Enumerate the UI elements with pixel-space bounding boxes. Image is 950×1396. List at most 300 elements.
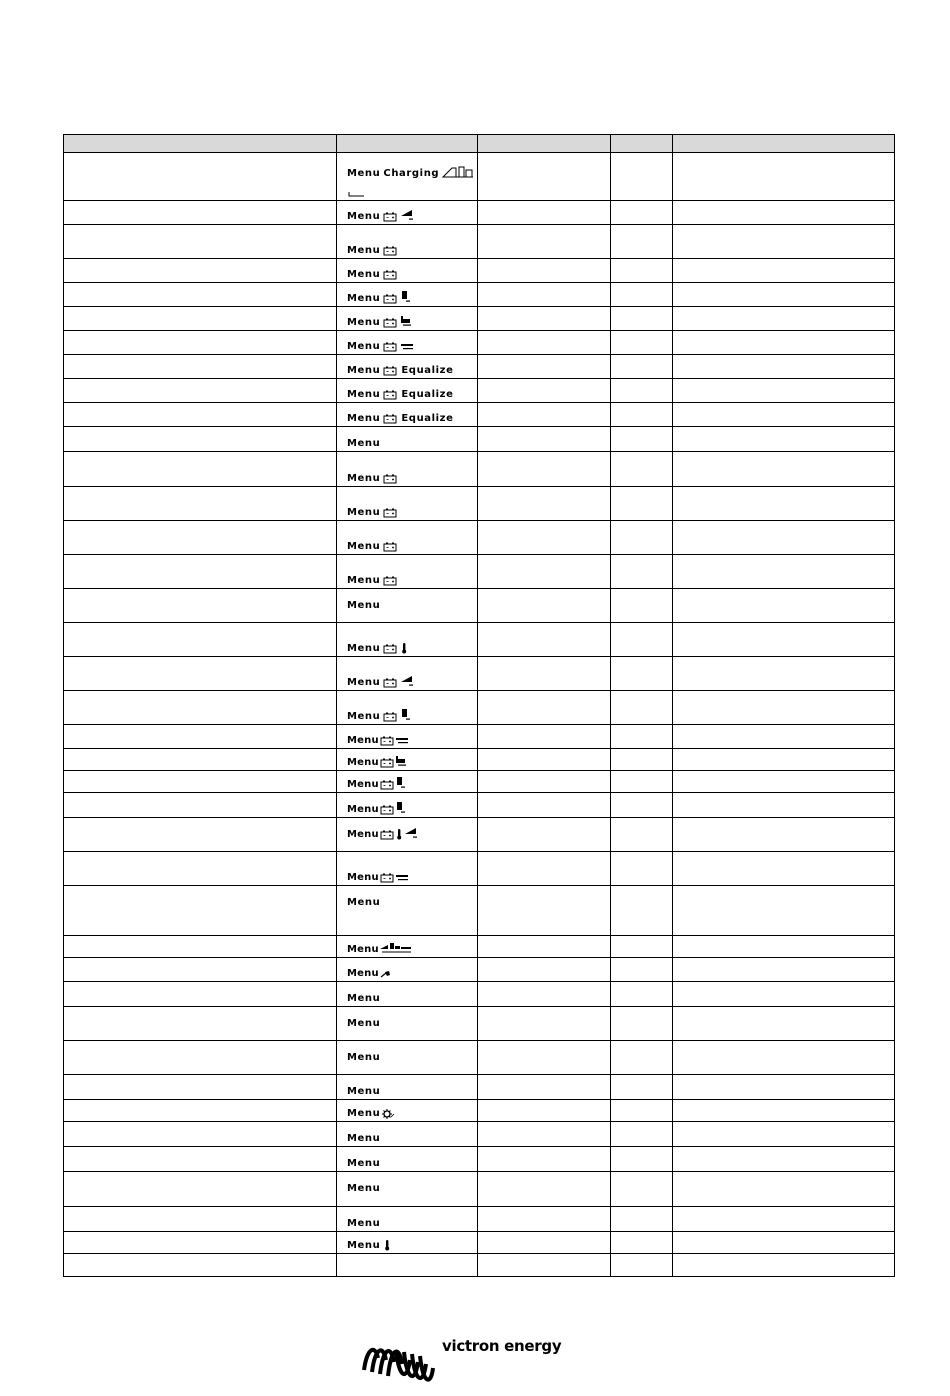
table-cell <box>673 452 895 487</box>
equalize-label: Equalize <box>401 365 454 376</box>
table-cell <box>478 1007 611 1041</box>
bulk-stage-icon <box>400 674 414 688</box>
menu-path-cell <box>337 1207 478 1232</box>
table-cell <box>611 153 673 201</box>
table-cell <box>478 771 611 793</box>
table-cell <box>611 403 673 427</box>
table-cell <box>478 936 611 958</box>
table-cell <box>478 793 611 818</box>
storage-stage-icon <box>395 869 409 883</box>
menu-path-cell <box>337 1041 478 1075</box>
table-cell <box>673 793 895 818</box>
table-row <box>64 1041 895 1075</box>
battery-icon <box>380 758 394 768</box>
table-cell <box>478 818 611 852</box>
table-row <box>64 225 895 259</box>
menu-label: Menu <box>347 993 381 1004</box>
battery-icon <box>380 780 394 790</box>
table-cell <box>673 1232 895 1254</box>
table-cell <box>673 725 895 749</box>
table-cell <box>611 521 673 555</box>
charge-curve-icon <box>442 165 474 179</box>
battery-icon <box>380 873 394 883</box>
table-cell <box>611 958 673 982</box>
table-cell <box>673 982 895 1007</box>
table-cell <box>64 1007 337 1041</box>
table-cell <box>64 521 337 555</box>
battery-icon <box>383 542 397 552</box>
table-cell <box>611 331 673 355</box>
table-cell <box>478 355 611 379</box>
menu-label: Menu <box>347 389 381 400</box>
table-cell <box>611 886 673 936</box>
table-cell <box>673 201 895 225</box>
table-cell <box>673 623 895 657</box>
menu-path-cell <box>337 379 478 403</box>
menu-label: Menu <box>347 211 381 222</box>
table-cell <box>478 1147 611 1172</box>
table-cell <box>611 725 673 749</box>
table-cell <box>478 749 611 771</box>
menu-path-cell <box>337 657 478 691</box>
table-row <box>64 1147 895 1172</box>
table-cell <box>673 1100 895 1122</box>
table-cell <box>64 427 337 452</box>
table-cell <box>673 852 895 886</box>
menu-path-cell <box>337 403 478 427</box>
menu-label: Menu <box>347 872 379 883</box>
table-cell <box>478 331 611 355</box>
table-cell <box>611 1172 673 1207</box>
table-row <box>64 749 895 771</box>
table-cell <box>673 355 895 379</box>
table-cell <box>673 1075 895 1100</box>
table-cell <box>611 201 673 225</box>
gear-icon <box>381 1107 395 1119</box>
table-cell <box>673 958 895 982</box>
menu-label: Menu <box>347 269 381 280</box>
table-cell <box>64 852 337 886</box>
table-cell <box>673 1041 895 1075</box>
table-cell <box>64 1172 337 1207</box>
battery-icon <box>383 678 397 688</box>
menu-path-cell <box>337 749 478 771</box>
table-cell <box>478 487 611 521</box>
table-cell <box>478 283 611 307</box>
table-row <box>64 725 895 749</box>
table-cell <box>478 958 611 982</box>
menu-path-cell <box>337 623 478 657</box>
battery-icon <box>383 508 397 518</box>
table-cell <box>611 427 673 452</box>
menu-path-cell <box>337 521 478 555</box>
table-cell <box>478 589 611 623</box>
table-cell <box>611 487 673 521</box>
table-cell <box>64 555 337 589</box>
table-row <box>64 487 895 521</box>
table-cell <box>611 1232 673 1254</box>
table-row <box>64 982 895 1007</box>
menu-label: Menu <box>347 677 381 688</box>
table-cell <box>673 555 895 589</box>
table-cell <box>611 452 673 487</box>
table-cell <box>611 589 673 623</box>
menu-path-cell <box>337 725 478 749</box>
table-cell <box>64 958 337 982</box>
table-row <box>64 379 895 403</box>
menu-path-cell <box>337 355 478 379</box>
table-cell <box>478 982 611 1007</box>
table-cell <box>673 749 895 771</box>
table-cell <box>611 982 673 1007</box>
table-row <box>64 793 895 818</box>
menu-path-cell <box>337 1100 478 1122</box>
menu-label: Menu <box>347 541 381 552</box>
battery-icon <box>383 212 397 222</box>
menu-label: Menu <box>347 897 381 908</box>
table-row <box>64 1232 895 1254</box>
table-row <box>64 521 895 555</box>
table-cell <box>64 1041 337 1075</box>
table-cell <box>64 657 337 691</box>
storage-stage-icon <box>400 338 414 352</box>
table-cell <box>673 403 895 427</box>
table-cell <box>478 1075 611 1100</box>
table-cell <box>673 427 895 452</box>
table-cell <box>611 1122 673 1147</box>
table-cell <box>673 657 895 691</box>
table-cell <box>611 225 673 259</box>
battery-icon <box>383 474 397 484</box>
menu-path-cell <box>337 225 478 259</box>
table-row <box>64 852 895 886</box>
menu-label: Menu <box>347 1018 381 1029</box>
table-cell <box>673 283 895 307</box>
table-cell <box>611 1100 673 1122</box>
table-cell <box>478 1172 611 1207</box>
table-cell <box>64 1122 337 1147</box>
table-cell <box>64 379 337 403</box>
battery-icon <box>383 644 397 654</box>
table-cell <box>64 225 337 259</box>
table-cell <box>611 1007 673 1041</box>
table-cell <box>478 657 611 691</box>
table-row <box>64 691 895 725</box>
table-cell <box>478 886 611 936</box>
header-cell-4 <box>611 135 673 153</box>
menu-path-cell <box>337 452 478 487</box>
table-cell <box>673 1122 895 1147</box>
table-cell <box>611 259 673 283</box>
battery-icon <box>383 712 397 722</box>
menu-label: Menu <box>347 757 379 768</box>
menu-label: Menu <box>347 1240 381 1251</box>
table-row <box>64 886 895 936</box>
table-cell <box>64 283 337 307</box>
table-cell <box>64 1207 337 1232</box>
absorption-stage-icon <box>400 290 410 304</box>
header-cell-5 <box>673 135 895 153</box>
menu-label: Menu <box>347 1052 381 1063</box>
menu-label: Menu <box>347 438 381 449</box>
table-cell <box>64 1100 337 1122</box>
table-cell <box>478 259 611 283</box>
menu-path-cell <box>337 852 478 886</box>
table-row <box>64 331 895 355</box>
table-cell <box>478 623 611 657</box>
menu-label: Menu <box>347 1218 381 1229</box>
menu-path-cell <box>337 886 478 936</box>
menu-path-cell <box>337 1075 478 1100</box>
table-cell <box>673 521 895 555</box>
battery-icon <box>383 342 397 352</box>
plug-icon <box>380 969 392 979</box>
table-cell <box>673 259 895 283</box>
menu-label: Menu <box>347 1086 381 1097</box>
table-cell <box>673 1172 895 1207</box>
table-cell <box>64 259 337 283</box>
settings-table <box>63 134 895 1277</box>
table-cell <box>64 153 337 201</box>
table-cell <box>611 1147 673 1172</box>
table-cell <box>64 403 337 427</box>
table-cell <box>478 852 611 886</box>
menu-label: Menu <box>347 168 381 179</box>
table-cell <box>64 771 337 793</box>
table-cell <box>64 355 337 379</box>
table-cell <box>478 452 611 487</box>
table-cell <box>64 307 337 331</box>
thermometer-icon <box>383 1239 391 1251</box>
menu-path-cell <box>337 818 478 852</box>
menu-path-cell <box>337 936 478 958</box>
battery-icon <box>383 246 397 256</box>
table-cell <box>64 1075 337 1100</box>
table-row <box>64 818 895 852</box>
equalize-label: Equalize <box>401 413 454 424</box>
table-cell <box>611 691 673 725</box>
table-cell <box>64 589 337 623</box>
table-cell <box>64 936 337 958</box>
menu-label: Menu <box>347 507 381 518</box>
table-cell <box>478 1041 611 1075</box>
menu-path-cell <box>337 982 478 1007</box>
menu-label: Menu <box>347 735 379 746</box>
table-cell <box>673 487 895 521</box>
menu-path-cell <box>337 691 478 725</box>
menu-path-cell <box>337 259 478 283</box>
menu-label: Menu <box>347 473 381 484</box>
menu-label: Menu <box>347 575 381 586</box>
table-cell <box>64 1147 337 1172</box>
table-row <box>64 1207 895 1232</box>
menu-label: Menu <box>347 1158 381 1169</box>
battery-icon <box>383 366 397 376</box>
battery-icon <box>383 576 397 586</box>
menu-label: Menu <box>347 413 381 424</box>
table-cell <box>64 793 337 818</box>
table-cell <box>64 452 337 487</box>
table-cell <box>611 793 673 818</box>
menu-label: Menu <box>347 600 381 611</box>
table-cell <box>478 201 611 225</box>
table-cell <box>478 1254 611 1277</box>
battery-icon <box>383 318 397 328</box>
battery-icon <box>383 414 397 424</box>
menu-path-cell <box>337 555 478 589</box>
table-cell <box>478 1207 611 1232</box>
menu-label: Menu <box>347 711 381 722</box>
table-row <box>64 1254 895 1277</box>
table-cell <box>673 589 895 623</box>
table-cell <box>611 623 673 657</box>
charge-stages-icon <box>380 941 412 955</box>
table-cell <box>478 1232 611 1254</box>
table-cell <box>478 725 611 749</box>
absorption-stage-icon <box>395 776 405 790</box>
table-cell <box>611 1207 673 1232</box>
table-cell <box>64 331 337 355</box>
table-row <box>64 259 895 283</box>
menu-label: Menu <box>347 804 379 815</box>
float-stage-icon <box>400 314 412 328</box>
table-row <box>64 555 895 589</box>
brand-name: victron energy <box>442 1337 562 1355</box>
header-cell-2 <box>337 135 478 153</box>
battery-icon <box>383 294 397 304</box>
table-header-row <box>64 135 895 153</box>
menu-label: Menu <box>347 1183 381 1194</box>
table-row <box>64 201 895 225</box>
table-cell <box>611 555 673 589</box>
table-cell <box>64 749 337 771</box>
table-cell <box>611 379 673 403</box>
table-cell <box>673 153 895 201</box>
table-cell <box>673 691 895 725</box>
table-cell <box>478 427 611 452</box>
battery-icon <box>380 830 394 840</box>
battery-icon <box>383 270 397 280</box>
table-row <box>64 1075 895 1100</box>
table-cell <box>611 355 673 379</box>
table-cell <box>478 555 611 589</box>
table-cell <box>611 657 673 691</box>
table-cell <box>673 1254 895 1277</box>
charging-label: Charging <box>383 168 440 179</box>
menu-path-cell <box>337 331 478 355</box>
table-cell <box>673 379 895 403</box>
menu-label: Menu <box>347 341 381 352</box>
menu-label: Menu <box>347 1108 381 1119</box>
menu-path-cell <box>337 1007 478 1041</box>
storage-stage-icon <box>395 732 409 746</box>
thermometer-icon <box>400 642 408 654</box>
table-cell <box>64 1254 337 1277</box>
table-cell <box>478 153 611 201</box>
table-cell <box>64 818 337 852</box>
table-row <box>64 1100 895 1122</box>
table-cell <box>611 1041 673 1075</box>
menu-path-cell <box>337 201 478 225</box>
menu-path-cell <box>337 589 478 623</box>
table-row <box>64 958 895 982</box>
menu-label: Menu <box>347 365 381 376</box>
table-cell <box>611 1075 673 1100</box>
menu-path-cell <box>337 1147 478 1172</box>
menu-label: Menu <box>347 944 379 955</box>
table-cell <box>673 936 895 958</box>
table-row <box>64 283 895 307</box>
table-cell <box>673 771 895 793</box>
table-row <box>64 1172 895 1207</box>
menu-path-cell <box>337 1122 478 1147</box>
menu-label: Menu <box>347 829 379 840</box>
table-cell <box>611 307 673 331</box>
menu-path-cell <box>337 487 478 521</box>
battery-icon <box>380 805 394 815</box>
table-cell <box>673 307 895 331</box>
table-row <box>64 771 895 793</box>
menu-label: Menu <box>347 245 381 256</box>
table-row <box>64 307 895 331</box>
table-cell <box>673 331 895 355</box>
table-row <box>64 153 895 201</box>
table-row <box>64 936 895 958</box>
table-cell <box>611 771 673 793</box>
menu-path-cell <box>337 1172 478 1207</box>
table-cell <box>478 379 611 403</box>
table-cell <box>673 225 895 259</box>
table-cell <box>673 1207 895 1232</box>
header-cell-1 <box>64 135 337 153</box>
table-row <box>64 452 895 487</box>
menu-path-cell <box>337 427 478 452</box>
table-cell <box>64 623 337 657</box>
float-stage-icon <box>395 754 407 768</box>
menu-label: Menu <box>347 317 381 328</box>
absorption-stage-icon <box>400 708 410 722</box>
thermometer-icon <box>395 828 403 840</box>
table-cell <box>478 225 611 259</box>
table-cell <box>673 1007 895 1041</box>
table-cell <box>673 818 895 852</box>
table-row <box>64 403 895 427</box>
header-cell-3 <box>478 135 611 153</box>
table-row <box>64 1007 895 1041</box>
table-row <box>64 623 895 657</box>
table-row <box>64 427 895 452</box>
table-cell <box>64 982 337 1007</box>
menu-label: Menu <box>347 293 381 304</box>
bulk-stage-icon <box>404 826 418 840</box>
table-cell <box>64 201 337 225</box>
menu-path-cell <box>337 1232 478 1254</box>
table-cell <box>478 1100 611 1122</box>
table-cell <box>478 307 611 331</box>
absorption-stage-icon <box>395 801 405 815</box>
table-cell <box>64 886 337 936</box>
menu-label: Menu <box>347 1133 381 1144</box>
table-cell <box>478 691 611 725</box>
table-cell <box>64 691 337 725</box>
table-row <box>64 355 895 379</box>
table-cell <box>64 725 337 749</box>
table-cell <box>611 936 673 958</box>
battery-icon <box>383 390 397 400</box>
table-row <box>64 657 895 691</box>
table-cell <box>611 749 673 771</box>
equalize-label: Equalize <box>401 389 454 400</box>
